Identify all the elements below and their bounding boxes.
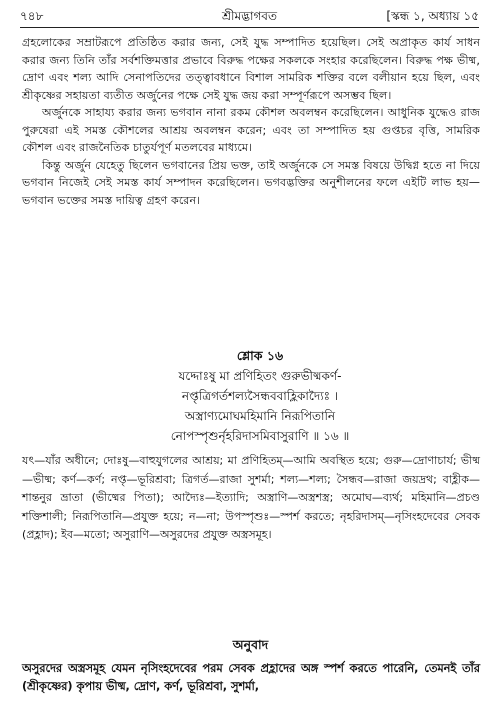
verse-line-2: নপ্তৃত্রিগর্তশল্যসৈন্ধববাহ্লিকাদ্যৈঃ ।: [181, 389, 339, 403]
purport-section: [22, 34, 480, 209]
canto-chapter-reference: [স্কন্ধ ১, অধ্যায় ১৫: [386, 9, 479, 23]
verse-block: [50, 346, 470, 446]
synonyms-text: যৎ—যাঁর অধীনে; দোঃষু—বাহুযুগলের আশ্রয়; মা প্রণিহিতম্—আমি অবস্থিত হয়ে; গুরু—দ্রোণাচার্য; ভীষ্ম—ভীষ্ম; কর্ণ—কর্ণ; নপ্তৃ—ভূরিশ্রবা; ত্রিগর্ত—রাজা সুশর্মা; শল্য—শল্য; সৈন্ধব—রাজা জয়দ্রথ; বাহ্লীক—শান্তনুর ভ্রাতা (ভীষ্মের পিতা); আদ্যৈঃ—ইত্যাদি; অস্ত্রাণি—অস্ত্রশস্ত্র; অমোঘ—ব্যর্থ; মহিমানি—প্রচণ্ড শক্তিশালী; নিরূপিতানি—প্রযুক্ত হয়ে; ন—না; উপস্পৃশুঃ—স্পর্শ করতে; নৃহরিদাসম্—নৃসিংহদেবের সেবক (প্রহ্লাদ); ইব—মতো; অসুরাণি—অসুরদের প্রযুক্ত অস্ত্রসমূহ।: [22, 454, 480, 541]
book-title: শ্রীমদ্ভাগবত: [221, 9, 277, 23]
purport-paragraph-3: কিন্তু অর্জুন যেহেতু ছিলেন ভগবানের প্রিয় ভক্ত, তাই অর্জুনকে সে সমস্ত বিষয়ে উদ্বিগ্ন হতে না দিয়ে ভগবান নিজেই সেই সমস্ত কার্য সম্পাদন করেছিলেন। ভগবদ্ভক্তির অনুশীলনের ফলে এইটি লাভ হয়—ভগবান ভক্তের সমস্ত দায়িত্ব গ্রহণ করেন।: [22, 158, 480, 207]
page-header: [20, 8, 479, 26]
synonyms-section: [22, 452, 480, 545]
translation-text: অসুরদের অস্ত্রসমূহ যেমন নৃসিংহদেবের পরম সেবক প্রহ্লাদের অঙ্গ স্পর্শ করতে পারেনি, তেমনই তাঁর (শ্রীকৃষ্ণের) কৃপায় ভীষ্ম, দ্রোণ, কর্ণ, ভূরিশ্রবা, সুশর্মা,: [22, 662, 480, 693]
verse-line-4: নোপস্পৃশুর্নৃহরিদাসমিবাসুরাণি ॥ ১৬ ॥: [170, 429, 350, 443]
translation-heading: অনুবাদ: [232, 637, 269, 652]
verse-heading: শ্লোক ১৬: [236, 348, 284, 363]
page-number: ৭৪৮: [20, 9, 44, 23]
verse-line-3: অস্ত্রাণ্যমোঘমহিমানি নিরূপিতানি: [184, 409, 336, 423]
verse-line-1: যদ্দোঃষু মা প্রণিহিতং গুরুভীষ্মকর্ণ-: [178, 369, 342, 383]
purport-paragraph-2: অর্জুনকে সাহায্য করার জন্য ভগবান নানা রকম কৌশল অবলম্বন করেছিলেন। আধুনিক যুদ্ধেও রাজ পুরুষেরা এই সমস্ত কৌশলের আশ্রয় অবলম্বন করেন; এবং তা সম্পাদিত হয় গুপ্তচর বৃত্তি, সামরিক কৌশল এবং রাজনৈতিক চাতুর্যপূর্ণ মতলবের মাধ্যমে।: [22, 106, 480, 154]
header-divider: [20, 27, 479, 28]
purport-paragraph-1: গ্রহলোকের সম্রাটরূপে প্রতিষ্ঠিত করার জন্য, সেই যুদ্ধ সম্পাদিত হয়েছিল। সেই অপ্রাকৃত কার্য সাধন করার জন্য তিনি তাঁর সর্বশক্তিমত্তার প্রভাবে বিরুদ্ধ পক্ষের সকলকে সংহার করেছিলেন। বিরুদ্ধ পক্ষ ভীষ্ম, দ্রোণ এবং শল্য আদি সেনাপতিদের তত্ত্বাবধানে বিশাল সামরিক শক্তির বলে বলীয়ান হয়ে ছিল, এবং শ্রীকৃষ্ণের সহায়তা ব্যতীত অর্জুনের পক্ষে সেই যুদ্ধ জয় করা সম্পূর্ণরূপে অসম্ভব ছিল।: [22, 36, 480, 102]
